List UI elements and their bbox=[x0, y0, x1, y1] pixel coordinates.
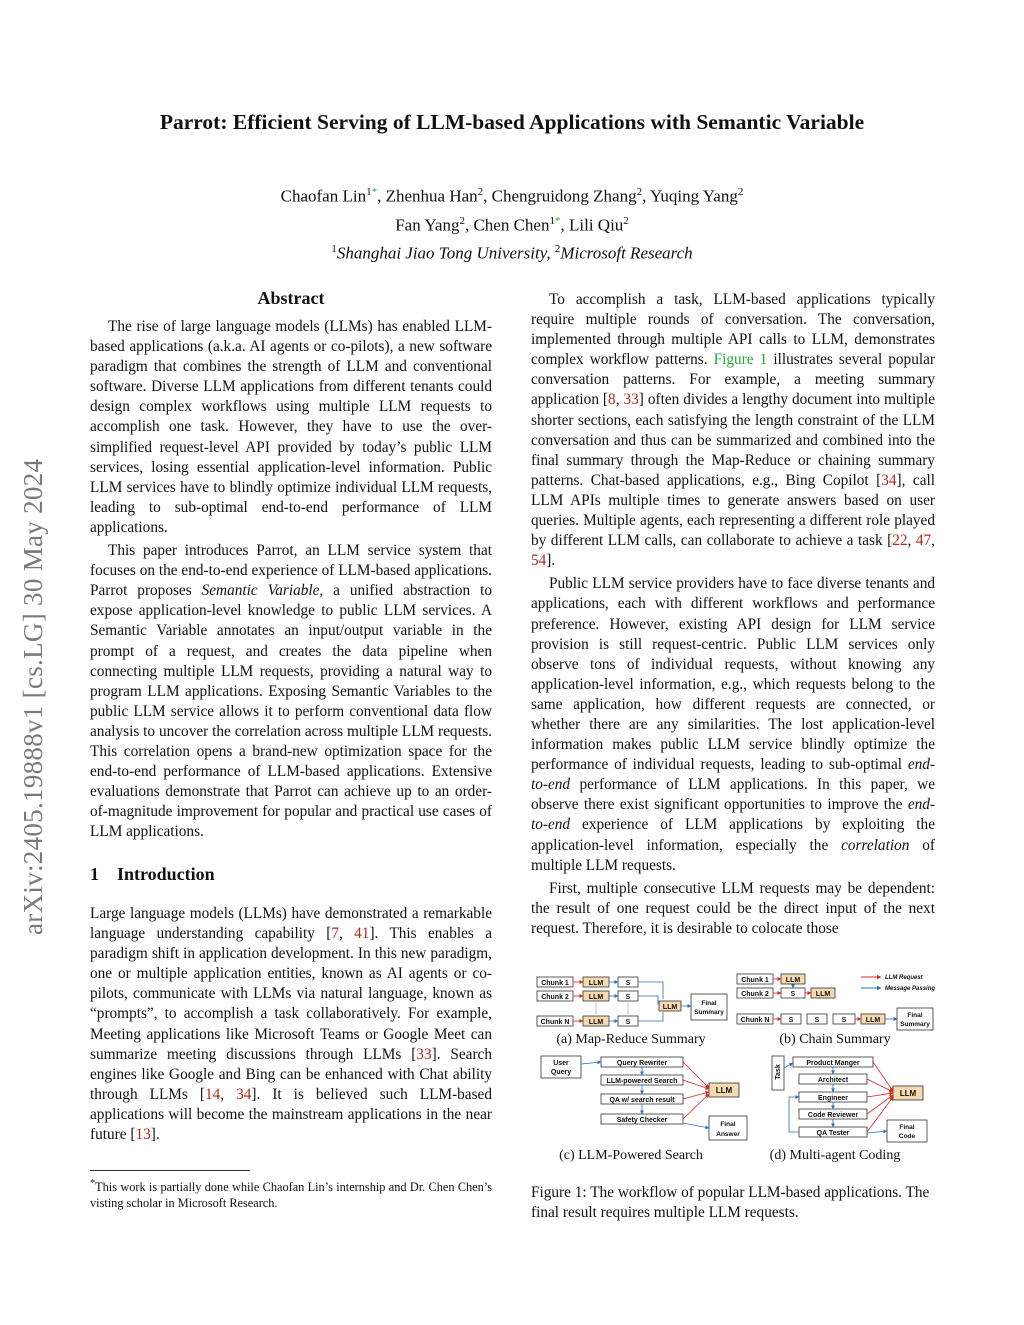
citation-link[interactable]: 54 bbox=[531, 552, 547, 570]
abstract-body bbox=[90, 317, 492, 842]
subcaption-b: (b) Chain Summary bbox=[779, 1032, 891, 1047]
subcaption-c: (c) LLM-Powered Search bbox=[559, 1148, 703, 1163]
section-heading-introduction: 1 Introduction bbox=[90, 864, 215, 884]
citation-link[interactable]: 7 bbox=[331, 925, 339, 943]
legend-llm-request: LLM Request bbox=[885, 975, 923, 981]
svg-text:LLM: LLM bbox=[588, 994, 604, 1001]
svg-text:Final: Final bbox=[701, 1000, 717, 1007]
svg-text:S: S bbox=[625, 1019, 631, 1026]
citation-link[interactable]: 41 bbox=[354, 925, 370, 943]
svg-text:Engineer: Engineer bbox=[818, 1095, 848, 1102]
svg-text:Summary: Summary bbox=[694, 1009, 724, 1016]
svg-text:LLM-powered Search: LLM-powered Search bbox=[606, 1078, 678, 1085]
svg-text:S: S bbox=[625, 980, 631, 987]
introduction-body bbox=[90, 904, 492, 1145]
svg-text:Chunk 2: Chunk 2 bbox=[541, 994, 569, 1001]
svg-text:Final: Final bbox=[899, 1124, 915, 1131]
abstract-heading: Abstract bbox=[257, 288, 325, 308]
citation-link[interactable]: 13 bbox=[135, 1126, 151, 1144]
svg-text:Chunk N: Chunk N bbox=[540, 1019, 570, 1026]
citation-link[interactable]: 22 bbox=[892, 532, 908, 550]
svg-text:QA Tester: QA Tester bbox=[816, 1130, 850, 1137]
svg-text:Task: Task bbox=[775, 1064, 782, 1080]
svg-text:LLM: LLM bbox=[588, 980, 604, 987]
svg-text:Final: Final bbox=[720, 1121, 736, 1128]
figure-reference-link[interactable]: Figure 1 bbox=[713, 351, 768, 369]
svg-text:LLM: LLM bbox=[865, 1017, 881, 1024]
svg-text:Chunk N: Chunk N bbox=[740, 1017, 770, 1024]
citation-link[interactable]: 14 bbox=[204, 1085, 221, 1103]
abstract-paragraph-1: The rise of large language models (LLMs) has enabled LLM-based applications (a.k.a. AI agents or co-pilots), a new software paradigm that combines the strength of LLM and conventional software. Diverse LLM applications from different tenants could design complex workflows using multiple LLM requests to accomplish one task. However, they have to use the over-simplified request-level API provided by today’s public LLM services, losing essential application-level information. Public LLM services have to blindly optimize individual LLM requests, leading to sub-optimal end-to-end performance of LLM applications. bbox=[90, 318, 492, 536]
citation-link[interactable]: 34 bbox=[881, 471, 897, 489]
panel-chain-summary bbox=[737, 974, 935, 1030]
svg-text:QA w/ search result: QA w/ search result bbox=[609, 1097, 675, 1104]
svg-text:LLM: LLM bbox=[715, 1086, 733, 1095]
svg-text:User: User bbox=[553, 1060, 569, 1067]
arxiv-identifier: arXiv:2405.19888v1 [cs.LG] 30 May 2024 bbox=[18, 458, 48, 935]
svg-text:S: S bbox=[625, 994, 631, 1001]
svg-text:LLM: LLM bbox=[899, 1089, 917, 1098]
panel-map-reduce bbox=[537, 977, 727, 1026]
author-line-1: Chaofan Lin$^{1*}$, Zhenhua Han$^2$, Chengruidong Zhang$^2$, Yuqing Yang$^2$ bbox=[280, 186, 744, 206]
legend-message-passing: Message Passing bbox=[885, 986, 936, 992]
citation-link[interactable]: 47 bbox=[915, 532, 932, 550]
svg-text:LLM: LLM bbox=[588, 1019, 604, 1026]
svg-text:Chunk 1: Chunk 1 bbox=[541, 980, 569, 987]
svg-text:Chunk 1: Chunk 1 bbox=[741, 977, 769, 984]
svg-text:Chunk 2: Chunk 2 bbox=[741, 991, 769, 998]
citation-link[interactable]: 34 bbox=[236, 1085, 252, 1103]
svg-text:Architect: Architect bbox=[817, 1077, 849, 1084]
svg-text:S: S bbox=[814, 1017, 820, 1024]
svg-text:Answer: Answer bbox=[716, 1131, 740, 1138]
panel-multi-agent-coding bbox=[772, 1056, 927, 1142]
subcaption-d: (d) Multi-agent Coding bbox=[769, 1148, 901, 1163]
svg-text:Final: Final bbox=[907, 1012, 923, 1019]
svg-text:LLM: LLM bbox=[785, 977, 801, 984]
figure-1-caption: Figure 1: The workflow of popular LLM-based applications. The final result requires multiple LLM requests. bbox=[531, 1184, 930, 1221]
author-line-2: Fan Yang$^2$, Chen Chen$^{1*}$, Lili Qiu$^2$ bbox=[395, 214, 629, 235]
right-paragraph-2: Public LLM service providers have to face diverse tenants and applications, each with different workflows and performance preference. However, existing API design for LLM service provision is still request-centric. Public LLM services only observe tons of individual requests, without knowing any application-level information, e.g., which requests belong to the same application, how different requests are connected, or whether there are any similarities. The lost application-level information makes public LLM service blindly optimize the performance of individual requests, leading to sub-optimal end-to-end performance of LLM applications. In this paper, we observe there exist significant opportunities to improve the end-to-end experience of LLM applications by exploiting the application-level information, especially the correlation of multiple LLM requests. bbox=[531, 575, 935, 874]
footnote: *This work is partially done while Chaofan Lin’s internship and Dr. Chen Chen’s visting scholar in Microsoft Research. bbox=[90, 1178, 492, 1211]
svg-text:Query: Query bbox=[550, 1069, 572, 1076]
paper-title: Parrot: Efficient Serving of LLM-based Applications with Semantic Variable bbox=[159, 110, 865, 134]
citation-link[interactable]: 33 bbox=[416, 1045, 432, 1063]
svg-text:LLM: LLM bbox=[662, 1004, 678, 1011]
svg-text:S: S bbox=[841, 1017, 847, 1024]
svg-text:S: S bbox=[790, 991, 796, 998]
svg-text:Code Reviewer: Code Reviewer bbox=[807, 1112, 859, 1119]
abstract-paragraph-2: This paper introduces Parrot, an LLM service system that focuses on the end-to-end experience of LLM-based applications. Parrot proposes Semantic Variable, a unified abstraction to expose application-level knowledge to public LLM services. A Semantic Variable annotates an input/output variable in the prompt of a request, and creates the data pipeline when connecting multiple LLM requests, providing a natural way to program LLM applications. Exposing Semantic Variables to the public LLM service allows it to perform conventional data flow analysis to uncover the correlation across multiple LLM requests. This correlation opens a brand-new optimization space for the end-to-end performance of LLM-based applications. Extensive evaluations demonstrate that Parrot can achieve up to an order-of-magnitude improvement for popular and practical use cases of LLM applications. bbox=[90, 542, 493, 841]
footnote-rule bbox=[90, 1170, 250, 1171]
intro-paragraph-1: Large language models (LLMs) have demonstrated a remarkable language understanding capability [7, 41]. This enables a paradigm shift in application development. In this new paradigm, one or multiple application entities, known as AI agents or co-pilots, communicate with LLMs via natural language, known as “prompts”, to accomplish a task collaboratively. For example, Meeting applications like Microsoft Teams or Google Meet can summarize meeting discussions through LLMs [33]. Search engines like Google and Bing can be enhanced with Chat ability through LLMs [14, 34]. It is believed such LLM-based applications will become the mainstream applications in the near future [13]. bbox=[90, 905, 492, 1144]
author-block bbox=[0, 180, 1024, 266]
right-paragraph-1: To accomplish a task, LLM-based applications typically require multiple rounds of conversation. The conversation, implemented through multiple API calls to LLM, demonstrates complex workflow patterns. Figure 1 illustrates several popular conversation patterns. For example, a meeting summary application [8, 33] often divides a lengthy document into multiple shorter sections, each satisfying the length constraint of the LLM conversation and thus can be summarized and combined into the final summary through the Map-Reduce or chaining summary patterns. Chat-based applications, e.g., Bing Copilot [34], call LLM APIs multiple times to generate answers based on user queries. Multiple agents, each representing a different role played by different LLM calls, can collaborate to achieve a task [22, 47, 54]. bbox=[531, 291, 935, 570]
svg-text:Code: Code bbox=[898, 1133, 916, 1140]
panel-llm-powered-search bbox=[541, 1056, 747, 1140]
right-paragraph-3: First, multiple consecutive LLM requests may be dependent: the result of one request could be the direct input of the next request. Therefore, it is desirable to colocate those bbox=[531, 879, 935, 937]
svg-text:Safety Checker: Safety Checker bbox=[616, 1117, 668, 1124]
right-column-body bbox=[531, 290, 935, 939]
figure-1-diagram bbox=[531, 968, 941, 1173]
svg-text:Summary: Summary bbox=[900, 1021, 930, 1028]
svg-text:S: S bbox=[788, 1017, 794, 1024]
subcaption-a: (a) Map-Reduce Summary bbox=[556, 1032, 706, 1047]
svg-text:LLM: LLM bbox=[815, 991, 831, 998]
citation-link[interactable]: 33 bbox=[623, 391, 639, 409]
svg-text:Query Rewriter: Query Rewriter bbox=[616, 1060, 668, 1067]
svg-text:Product Manger: Product Manger bbox=[806, 1060, 860, 1067]
citation-link[interactable]: 8 bbox=[608, 391, 616, 409]
affiliations: $^1$Shanghai Jiao Tong University, $^2$Microsoft Research bbox=[331, 243, 693, 263]
